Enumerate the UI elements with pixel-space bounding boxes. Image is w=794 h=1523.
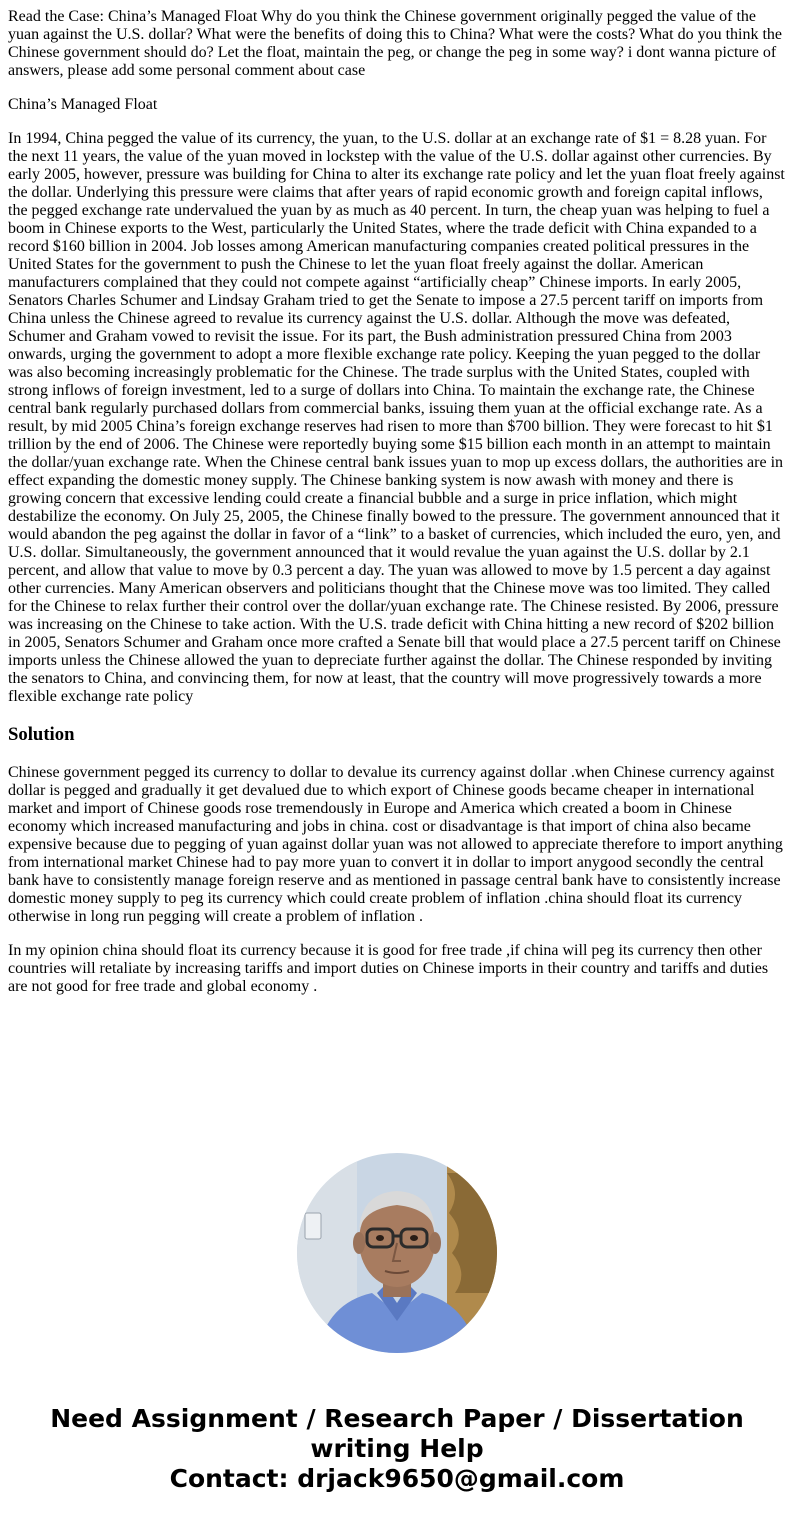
solution-heading: Solution bbox=[8, 724, 75, 745]
case-body: In 1994, China pegged the value of its currency, the yuan, to the U.S. dollar at an exchange rate of $1 = 8.28 yuan. For the next 11 years, the value of the yuan moved in lockstep with the value of the U.S. dollar against other currencies. By early 2005, however, pressure was building for China to alter its exchange rate policy and let the yuan float freely against the dollar. Underlying this pressure were claims that after years of rapid economic growth and foreign capital inflows, the pegged exchange rate undervalued the yuan by as much as 40 percent. In turn, the cheap yuan was helping to fuel a boom in Chinese exports to the West, particularly the United States, where the trade deficit with China expanded to a record $160 billion in 2004. Job losses among American manufacturing companies created political pressures in the United States for the government to push the Chinese to let the yuan float freely against the dollar. American manufacturers complained that they could not compete against “artificially cheap” Chinese imports. In early 2005, Senators Charles Schumer and Lindsay Graham tried to get the Senate to impose a 27.5 percent tariff on imports from China unless the Chinese agreed to revalue its currency against the U.S. dollar. Although the move was defeated, Schumer and Graham vowed to revisit the issue. For its part, the Bush administration pressured China from 2003 onwards, urging the government to adopt a more flexible exchange rate policy. Keeping the yuan pegged to the dollar was also becoming increasingly problematic for the Chinese. The trade surplus with the United States, coupled with strong inflows of foreign investment, led to a surge of dollars into China. To maintain the exchange rate, the Chinese central bank regularly purchased dollars from commercial banks, issuing them yuan at the official exchange rate. As a result, by mid 2005 China’s foreign exchange reserves had risen to more than $700 billion. They were forecast to hit $1 trillion by the end of 2006. The Chinese were reportedly buying some $15 billion each month in an attempt to maintain the dollar/yuan exchange rate. When the Chinese central bank issues yuan to mop up excess dollars, the authorities are in effect expanding the domestic money supply. The Chinese banking system is now awash with money and there is growing concern that excessive lending could create a financial bubble and a surge in price inflation, which might destabilize the economy. On July 25, 2005, the Chinese finally bowed to the pressure. The government announced that it would abandon the peg against the dollar in favor of a “link” to a basket of currencies, which included the euro, yen, and U.S. dollar. Simultaneously, the government announced that it would revalue the yuan against the U.S. dollar by 2.1 percent, and allow that value to move by 0.3 percent a day. The yuan was allowed to move by 1.5 percent a day against other currencies. Many American observers and politicians thought that the Chinese move was too limited. They called for the Chinese to relax further their control over the dollar/yuan exchange rate. The Chinese resisted. By 2006, pressure was increasing on the Chinese to take action. With the U.S. trade deficit with China hitting a new record of $202 billion in 2005, Senators Schumer and Graham once more crafted a Senate bill that would place a 27.5 percent tariff on Chinese imports unless the Chinese allowed the yuan to depreciate further against the dollar. The Chinese responded by inviting the senators to China, and convincing them, for now at least, that the country will move progressively towards a more flexible exchange rate policy bbox=[8, 130, 785, 705]
case-title: China’s Managed Float bbox=[8, 96, 158, 113]
promo-contact: Contact: drjack9650@gmail.com bbox=[169, 1464, 625, 1493]
solution-paragraph-2: In my opinion china should float its currency because it is good for free trade ,if china will peg its currency then other countries will retaliate by increasing tariffs and import duties on Chinese imports in their country and tariffs and duties are not good for free trade and global economy . bbox=[8, 942, 769, 995]
person-photo-icon bbox=[297, 1153, 497, 1353]
solution-paragraph-1: Chinese government pegged its currency to dollar to devalue its currency against dollar .when Chinese currency against dollar is pegged and gradually it get devalued due to which export of Chinese goods became cheaper in international market and import of Chinese goods rose tremendously in Europe and America which created a boom in Chinese economy which increased manufacturing and jobs in china. cost or disadvantage is that import of china also became expensive because due to pegging of yuan against dollar yuan was not allowed to appreciate therefore to import anything from international market Chinese had to pay more yuan to convert it in dollar to import anygood secondly the central bank have to consistently manage foreign reserve and as mentioned in passage central bank have to consistently increase domestic money supply to peg its currency which could create problem of inflation .china should float its currency otherwise in long run pegging will create a problem of inflation . bbox=[8, 764, 783, 925]
promo-line-2: writing Help bbox=[310, 1434, 484, 1463]
avatar bbox=[297, 1153, 497, 1353]
promo-banner bbox=[0, 1404, 794, 1494]
article-content bbox=[8, 8, 786, 1012]
promo-line-1: Need Assignment / Research Paper / Dissertation bbox=[50, 1404, 744, 1433]
question-text: Read the Case: China’s Managed Float Why do you think the Chinese government originally pegged the value of the yuan against the U.S. dollar? What were the benefits of doing this to China? What were the costs? What do you think the Chinese government should do? Let the float, maintain the peg, or change the peg in some way? i dont wanna picture of answers, please add some personal comment about case bbox=[8, 8, 783, 79]
